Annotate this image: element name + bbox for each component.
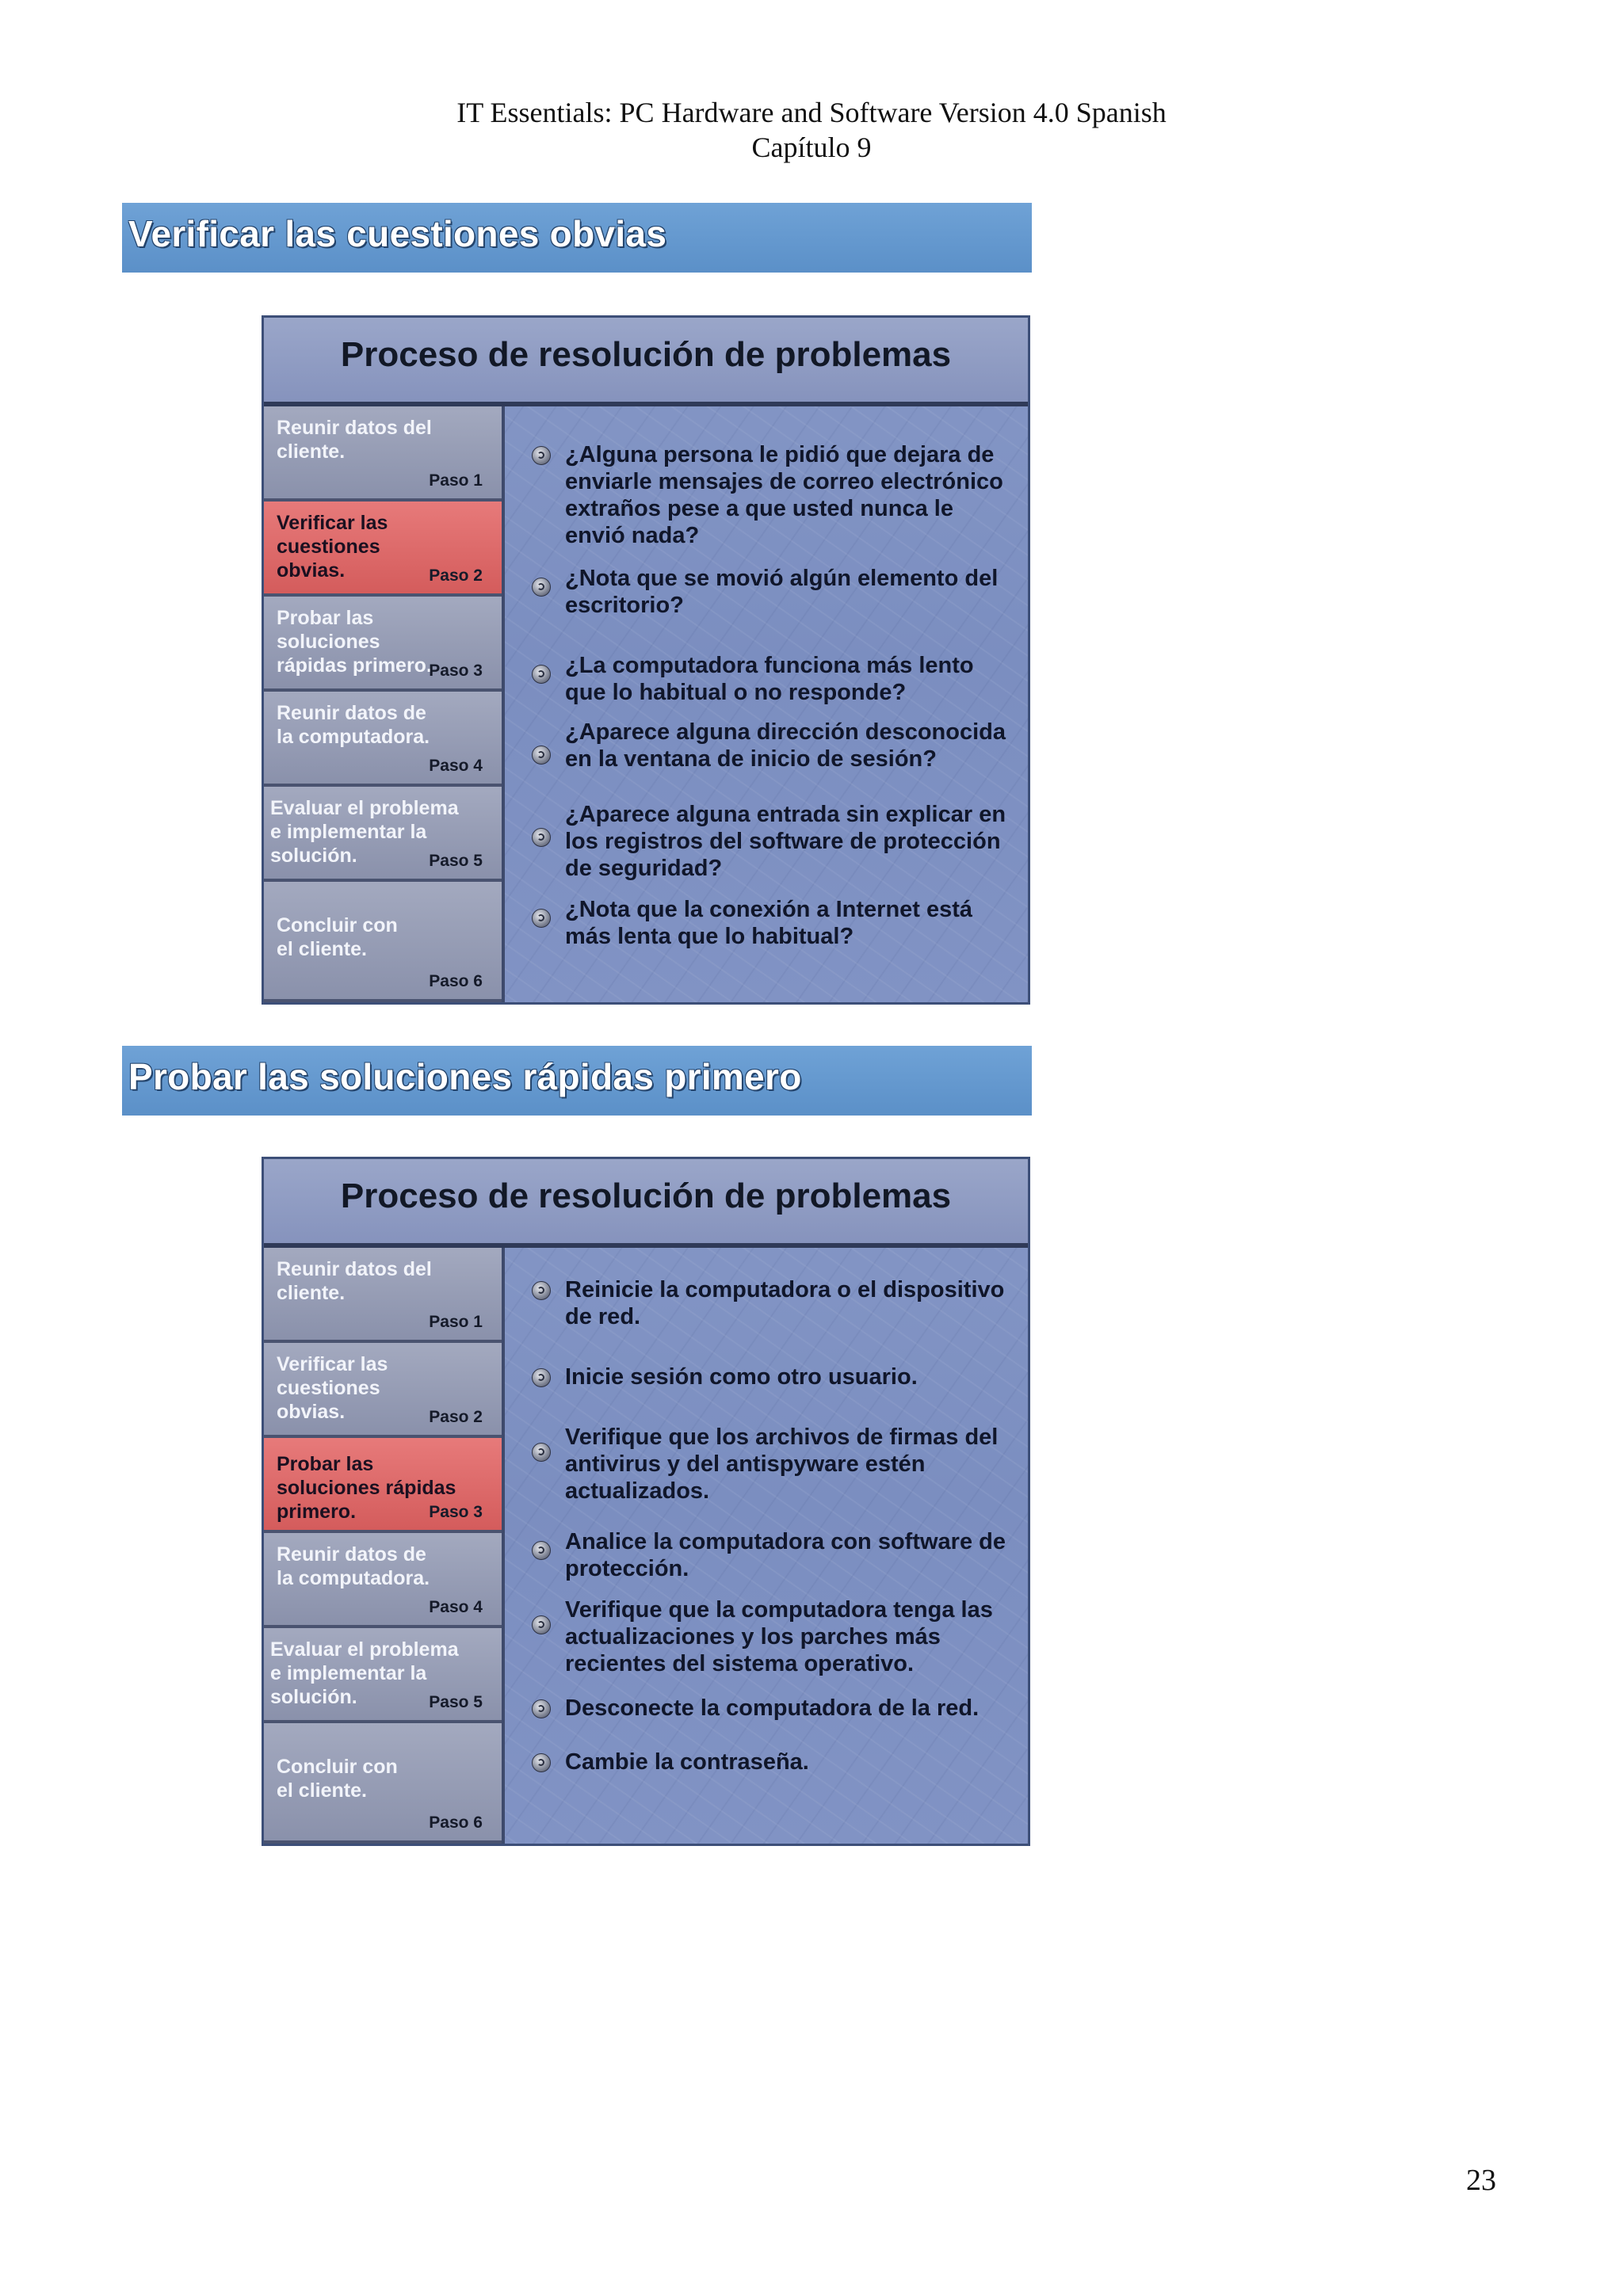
step-label: Evaluar el problema e implementar la solución. (270, 797, 459, 867)
step-5[interactable] (264, 787, 502, 882)
step-number: Paso 3 (429, 662, 483, 680)
header-chapter: Capítulo 9 (751, 132, 872, 163)
panel-title-bar (264, 1159, 1028, 1248)
header-title: IT Essentials: PC Hardware and Software Version 4.0 Spanish (456, 97, 1167, 128)
step-label: Concluir con el cliente. (277, 914, 398, 960)
troubleshooting-panel-1 (262, 315, 1030, 1005)
list-item-text: ¿Nota que la conexión a Internet está más lenta que lo habitual? (565, 897, 973, 949)
panel-title: Proceso de resolución de problemas (340, 335, 952, 374)
step-2-active[interactable] (264, 502, 502, 597)
list-item-text: ¿La computadora funciona más lento que lo habitual o no responde? (565, 653, 974, 705)
list-item-text: Reinicie la computadora o el dispositivo de red. (565, 1277, 1005, 1329)
section-heading-2 (122, 1046, 1032, 1116)
list-item-text: ¿Alguna persona le pidió que dejara de enviarle mensajes de correo electrónico extraños pese a que usted nunca le envió nada? (565, 442, 1003, 548)
step-4[interactable] (264, 692, 502, 787)
bullet-icon (532, 446, 551, 465)
bullet-icon (532, 1368, 551, 1387)
bullet-icon (532, 1615, 551, 1634)
bullet-icon (532, 828, 551, 847)
step-label: Reunir datos del cliente. (277, 1258, 432, 1304)
bullet-icon (532, 909, 551, 928)
bullet-icon (532, 1541, 551, 1560)
step-number: Paso 4 (429, 1598, 483, 1616)
list-item-text: Analice la computadora con software de protección. (565, 1529, 1006, 1581)
troubleshooting-panel-2 (262, 1157, 1030, 1846)
step-label: Reunir datos de la computadora. (277, 1543, 430, 1589)
step-number: Paso 4 (429, 757, 483, 775)
step-number: Paso 6 (429, 972, 483, 990)
step-number: Paso 3 (429, 1503, 483, 1521)
bullet-icon (532, 578, 551, 597)
step-1[interactable] (264, 406, 502, 502)
step-4[interactable] (264, 1533, 502, 1628)
bullet-icon (532, 1699, 551, 1718)
step-label: Probar las soluciones rápidas primero. (277, 607, 432, 677)
step-number: Paso 2 (429, 1408, 483, 1426)
list-item-text: ¿Aparece alguna dirección desconocida en la ventana de inicio de sesión? (565, 719, 1006, 772)
steps-menu (264, 1248, 505, 1844)
step-2[interactable] (264, 1343, 502, 1438)
bullet-icon (532, 1753, 551, 1772)
steps-menu (264, 406, 505, 1002)
page-number: 23 (1466, 2164, 1496, 2197)
bullet-icon (532, 665, 551, 684)
step-1[interactable] (264, 1248, 502, 1343)
step-5[interactable] (264, 1628, 502, 1723)
step-label: Verificar las cuestiones obvias. (277, 512, 388, 582)
step-number: Paso 1 (429, 1313, 483, 1331)
checklist (533, 1248, 1012, 1844)
step-label: Concluir con el cliente. (277, 1756, 398, 1802)
step-number: Paso 6 (429, 1814, 483, 1832)
step-number: Paso 1 (429, 471, 483, 490)
checklist (533, 406, 1012, 1002)
step-3[interactable] (264, 597, 502, 692)
step-number: Paso 5 (429, 1693, 483, 1711)
step-number: Paso 2 (429, 566, 483, 585)
step-label: Verificar las cuestiones obvias. (277, 1353, 388, 1423)
step-3-active[interactable] (264, 1438, 502, 1533)
list-item-text: Cambie la contraseña. (565, 1749, 809, 1775)
panel-title-bar (264, 318, 1028, 406)
step-label: Probar las soluciones rápidas primero. (277, 1453, 456, 1523)
step-number: Paso 5 (429, 852, 483, 870)
list-item-text: ¿Aparece alguna entrada sin explicar en los registros del software de protección de seguridad? (565, 802, 1006, 881)
step-6[interactable] (264, 1723, 502, 1844)
section-heading-text: Probar las soluciones rápidas primero (128, 1056, 802, 1097)
list-item-text: Verifique que los archivos de firmas del antivirus y del antispyware estén actualizados. (565, 1425, 999, 1504)
step-6[interactable] (264, 882, 502, 1002)
panel-title: Proceso de resolución de problemas (340, 1177, 952, 1215)
bullet-icon (532, 1443, 551, 1462)
bullet-icon (532, 746, 551, 765)
list-item-text: Desconecte la computadora de la red. (565, 1695, 980, 1721)
document-header (0, 95, 1623, 165)
list-item-text: Inicie sesión como otro usuario. (565, 1364, 918, 1390)
list-item-text: ¿Nota que se movió algún elemento del escritorio? (565, 566, 999, 618)
list-item-text: Verifique que la computadora tenga las actualizaciones y los parches más recientes del sistema operativo. (565, 1597, 993, 1676)
bullet-icon (532, 1281, 551, 1300)
section-heading-text: Verificar las cuestiones obvias (128, 213, 667, 254)
section-heading-1 (122, 203, 1032, 273)
step-label: Reunir datos de la computadora. (277, 702, 430, 748)
step-label: Evaluar el problema e implementar la solución. (270, 1638, 459, 1708)
step-label: Reunir datos del cliente. (277, 417, 432, 463)
